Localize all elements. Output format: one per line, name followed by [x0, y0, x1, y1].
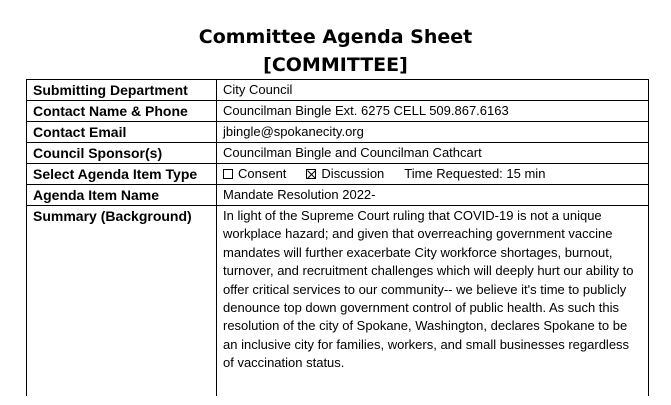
contact-email-field[interactable]: jbingle@spokanecity.org	[217, 122, 649, 143]
row-council-sponsors	[27, 143, 649, 164]
row-contact-name-phone	[27, 101, 649, 122]
page-subtitle: [COMMITTEE]	[263, 54, 408, 76]
row-summary	[27, 206, 649, 396]
council-sponsors-field[interactable]: Councilman Bingle and Councilman Cathcart	[217, 143, 649, 164]
discussion-label: Discussion	[321, 166, 385, 181]
contact-name-phone-field[interactable]: Councilman Bingle Ext. 6275 CELL 509.867.6163	[217, 101, 649, 122]
page-title: Committee Agenda Sheet	[198, 26, 473, 48]
row-contact-email	[27, 122, 649, 143]
time-requested[interactable]: Time Requested: 15 min	[404, 166, 546, 181]
submitting-department-field[interactable]: City Council	[217, 80, 649, 101]
discussion-option[interactable]	[306, 164, 384, 183]
row-agenda-item-name	[27, 185, 649, 206]
summary-text: In light of the Supreme Court ruling that COVID-19 is not a unique workplace hazard; and given that overreaching government vaccine mandates will further exacerbate City workforce shortages, burnout, turnover, and recruitment challenges which will deeply hurt our ability to offer critical services to our community-- we believe it's time to publicly denounce top down government control of public health. As such this resolution of the city of Spokane, Washington, declares Spokane to be an inclusive city for families, workers, and small businesses regardless of vaccination status.	[223, 208, 634, 371]
submitting-department-label: Submitting Department	[27, 80, 217, 101]
summary-label: Summary (Background)	[27, 206, 217, 396]
agenda-item-name-label: Agenda Item Name	[27, 185, 217, 206]
consent-label: Consent	[238, 166, 287, 181]
contact-name-phone-label: Contact Name & Phone	[27, 101, 217, 122]
agenda-item-name-field[interactable]: Mandate Resolution 2022-	[217, 185, 649, 206]
consent-checkbox[interactable]	[223, 169, 233, 179]
row-agenda-item-type	[27, 164, 649, 185]
summary-field[interactable]	[217, 206, 649, 396]
discussion-checkbox[interactable]	[306, 169, 316, 179]
agenda-item-type-field	[217, 164, 649, 185]
row-submitting-department	[27, 80, 649, 101]
agenda-table	[26, 79, 649, 396]
council-sponsors-label: Council Sponsor(s)	[27, 143, 217, 164]
consent-option[interactable]	[223, 164, 286, 183]
contact-email-label: Contact Email	[27, 122, 217, 143]
agenda-item-type-label: Select Agenda Item Type	[27, 164, 217, 185]
